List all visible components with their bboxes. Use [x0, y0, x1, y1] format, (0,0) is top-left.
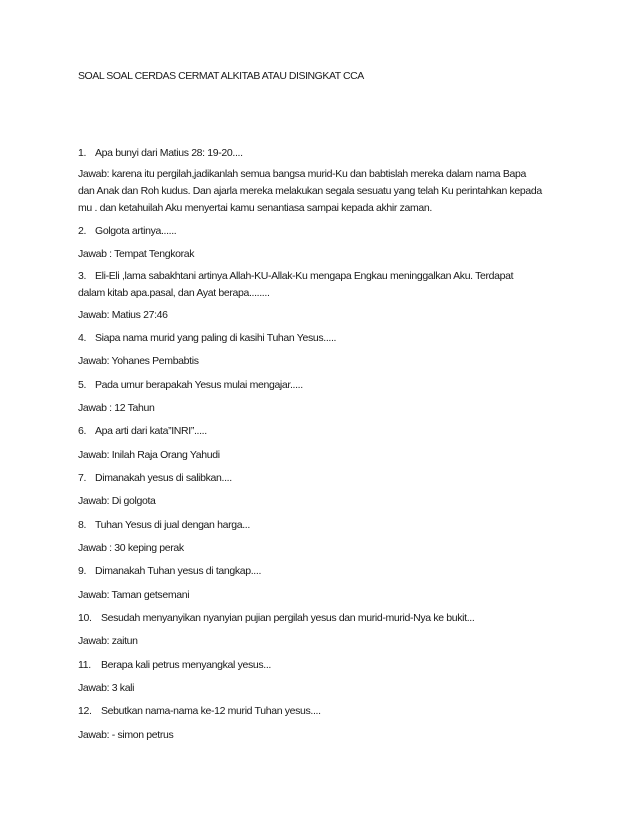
answer-line: mu . dan ketahuilah Aku menyertai kamu senantiasa sampai kepada akhir zaman.: [78, 202, 432, 214]
answer-3: Jawab: Matius 27:46: [78, 309, 168, 321]
question-number: 6.: [78, 425, 87, 437]
question-text: Eli-Eli ,lama sabakhtani artinya Allah-KU-Allak-Ku mengapa Engkau meninggalkan Aku. Terdapat: [95, 270, 514, 282]
question-number: 7.: [78, 472, 87, 484]
question-text: dalam kitab apa.pasal, dan Ayat berapa........: [78, 287, 270, 299]
answer-10: Jawab: zaitun: [78, 635, 138, 647]
question-text: Sesudah menyanyikan nyanyian pujian pergilah yesus dan murid-murid-Nya ke bukit...: [101, 612, 475, 624]
question-1: [78, 147, 243, 159]
question-number: 11.: [78, 659, 91, 671]
answer-line: dan Anak dan Roh kudus. Dan ajarla mereka melakukan segala sesuatu yang telah Ku perintahkan kepada: [78, 185, 542, 197]
question-number: 4.: [78, 332, 87, 344]
answer-8: Jawab : 30 keping perak: [78, 542, 184, 554]
question-3: [78, 268, 578, 302]
answer-6: Jawab: Inilah Raja Orang Yahudi: [78, 449, 220, 461]
answer-7: Jawab: Di golgota: [78, 495, 156, 507]
question-text: Apa bunyi dari Matius 28: 19-20....: [95, 147, 243, 159]
question-9: [78, 565, 261, 577]
question-text: Dimanakah yesus di salibkan....: [95, 472, 232, 484]
question-text: Golgota artinya......: [95, 225, 177, 237]
document-title: SOAL SOAL CERDAS CERMAT ALKITAB ATAU DISINGKAT CCA: [78, 70, 364, 82]
question-number: 1.: [78, 147, 87, 159]
question-number: 2.: [78, 225, 87, 237]
question-text: Sebutkan nama-nama ke-12 murid Tuhan yesus....: [101, 705, 321, 717]
question-4: [78, 332, 336, 344]
answer-4: Jawab: Yohanes Pembabtis: [78, 355, 199, 367]
question-text: Apa arti dari kata”INRI”.....: [95, 425, 207, 437]
question-number: 5.: [78, 379, 87, 391]
question-text: Pada umur berapakah Yesus mulai mengajar.....: [95, 379, 303, 391]
answer-12: Jawab: - simon petrus: [78, 729, 174, 741]
question-text: Siapa nama murid yang paling di kasihi Tuhan Yesus.....: [95, 332, 337, 344]
answer-11: Jawab: 3 kali: [78, 682, 135, 694]
answer-line: Jawab: karena itu pergilah,jadikanlah semua bangsa murid-Ku dan babtislah mereka dalam nama Bapa: [78, 168, 526, 180]
question-11: [78, 659, 271, 671]
question-number: 3.: [78, 270, 87, 282]
question-10: [78, 612, 474, 624]
question-number: 10.: [78, 612, 92, 624]
question-5: [78, 379, 303, 391]
question-8: [78, 519, 250, 531]
answer-1: [78, 166, 578, 217]
question-2: [78, 225, 176, 237]
question-6: [78, 425, 207, 437]
question-text: Berapa kali petrus menyangkal yesus...: [101, 659, 271, 671]
question-text: Tuhan Yesus di jual dengan harga...: [95, 519, 250, 531]
question-12: [78, 705, 321, 717]
answer-9: Jawab: Taman getsemani: [78, 589, 190, 601]
question-number: 8.: [78, 519, 87, 531]
answer-5: Jawab : 12 Tahun: [78, 402, 155, 414]
question-text: Dimanakah Tuhan yesus di tangkap....: [95, 565, 262, 577]
answer-2: Jawab : Tempat Tengkorak: [78, 248, 195, 260]
question-number: 9.: [78, 565, 87, 577]
question-number: 12.: [78, 705, 92, 717]
question-7: [78, 472, 232, 484]
